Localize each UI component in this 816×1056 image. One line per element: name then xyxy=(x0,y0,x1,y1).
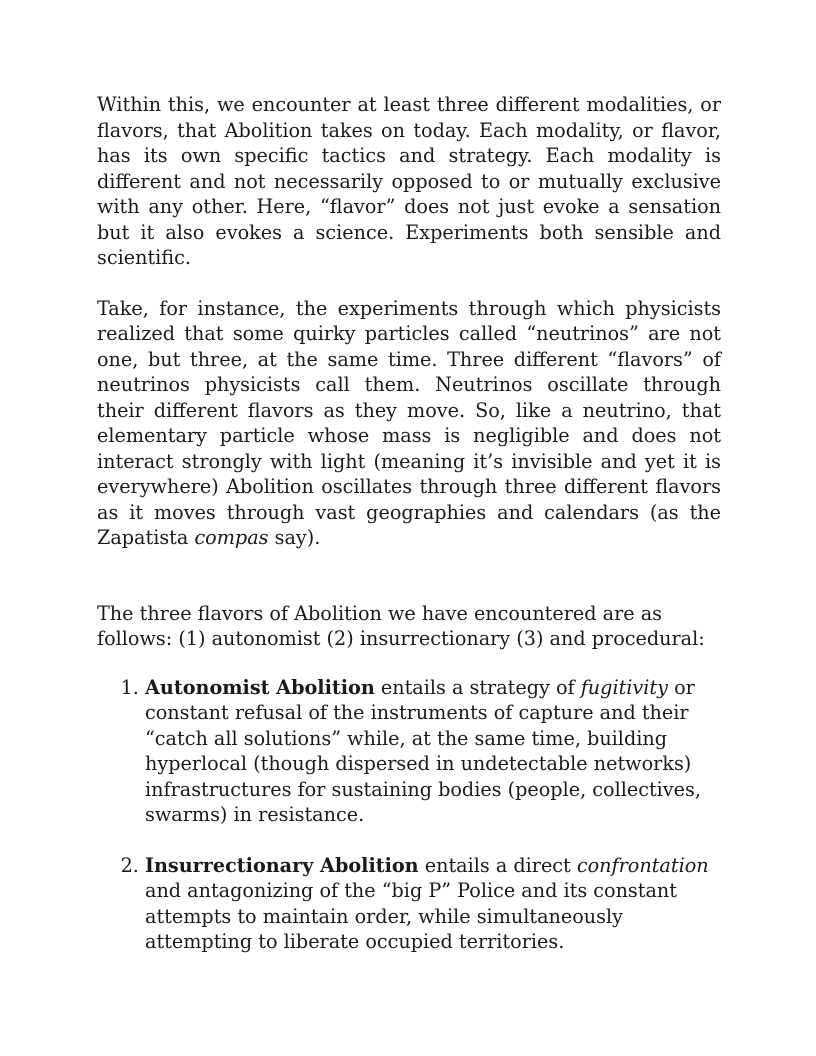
term-insurrectionary: Insurrectionary Abolition xyxy=(145,853,419,877)
italic-confrontation: confrontation xyxy=(576,853,709,877)
list-item-autonomist-rest: or constant refusal of the instruments of capture and their “catch all solutions” while, at the same time, building hyperlocal (though dispersed in undetectable networks) infrastructures for sustaining bodies (people, collectives, swarms) in resistance. xyxy=(145,675,701,826)
flavors-list xyxy=(97,675,721,955)
italic-fugitivity: fugitivity xyxy=(580,675,668,699)
document-page xyxy=(97,92,721,955)
list-item-autonomist-text: entails a strategy of xyxy=(374,675,581,699)
list-item-insurrectionary-rest: and antagonizing of the “big P” Police and its constant attempts to maintain order, while simultaneously attempting to liberate occupied territories. xyxy=(145,879,677,953)
list-item-autonomist xyxy=(145,675,721,828)
paragraph-three-flavors: The three flavors of Abolition we have encountered are as follows: (1) autonomist (2) insurrectionary (3) and procedural: xyxy=(97,601,705,650)
paragraph-neutrinos-text: Take, for instance, the experiments through which physicists realized that some quirky particles called “neutrinos” are not one, but three, at the same time. Three different “flavors” of neutrinos physicists call them. Neutrinos oscillate through their different flavors as they move. So, like a neutrino, that elementary particle whose mass is negligible and does not interact strongly with light (meaning it’s invisible and yet it is everywhere) Abolition oscillates through three different flavors as it moves through vast geographies and calendars (as the Zapatista xyxy=(97,296,721,549)
list-item-insurrectionary-text: entails a direct xyxy=(418,853,577,877)
term-autonomist: Autonomist Abolition xyxy=(145,675,375,699)
paragraph-neutrinos-end: say). xyxy=(268,526,321,549)
paragraph-modalities: Within this, we encounter at least three different modalities, or flavors, that Abolition takes on today. Each modality, or flavor, has its own specific tactics and strategy. Each modality is different and not necessarily opposed to or mutually exclusive with any other. Here, “flavor” does not just evoke a sensation but it also evokes a science. Experiments both sensible and scientific. xyxy=(97,93,721,269)
italic-compas: compas xyxy=(194,526,269,549)
list-item-insurrectionary xyxy=(145,853,721,955)
paragraph-neutrinos xyxy=(97,296,721,551)
